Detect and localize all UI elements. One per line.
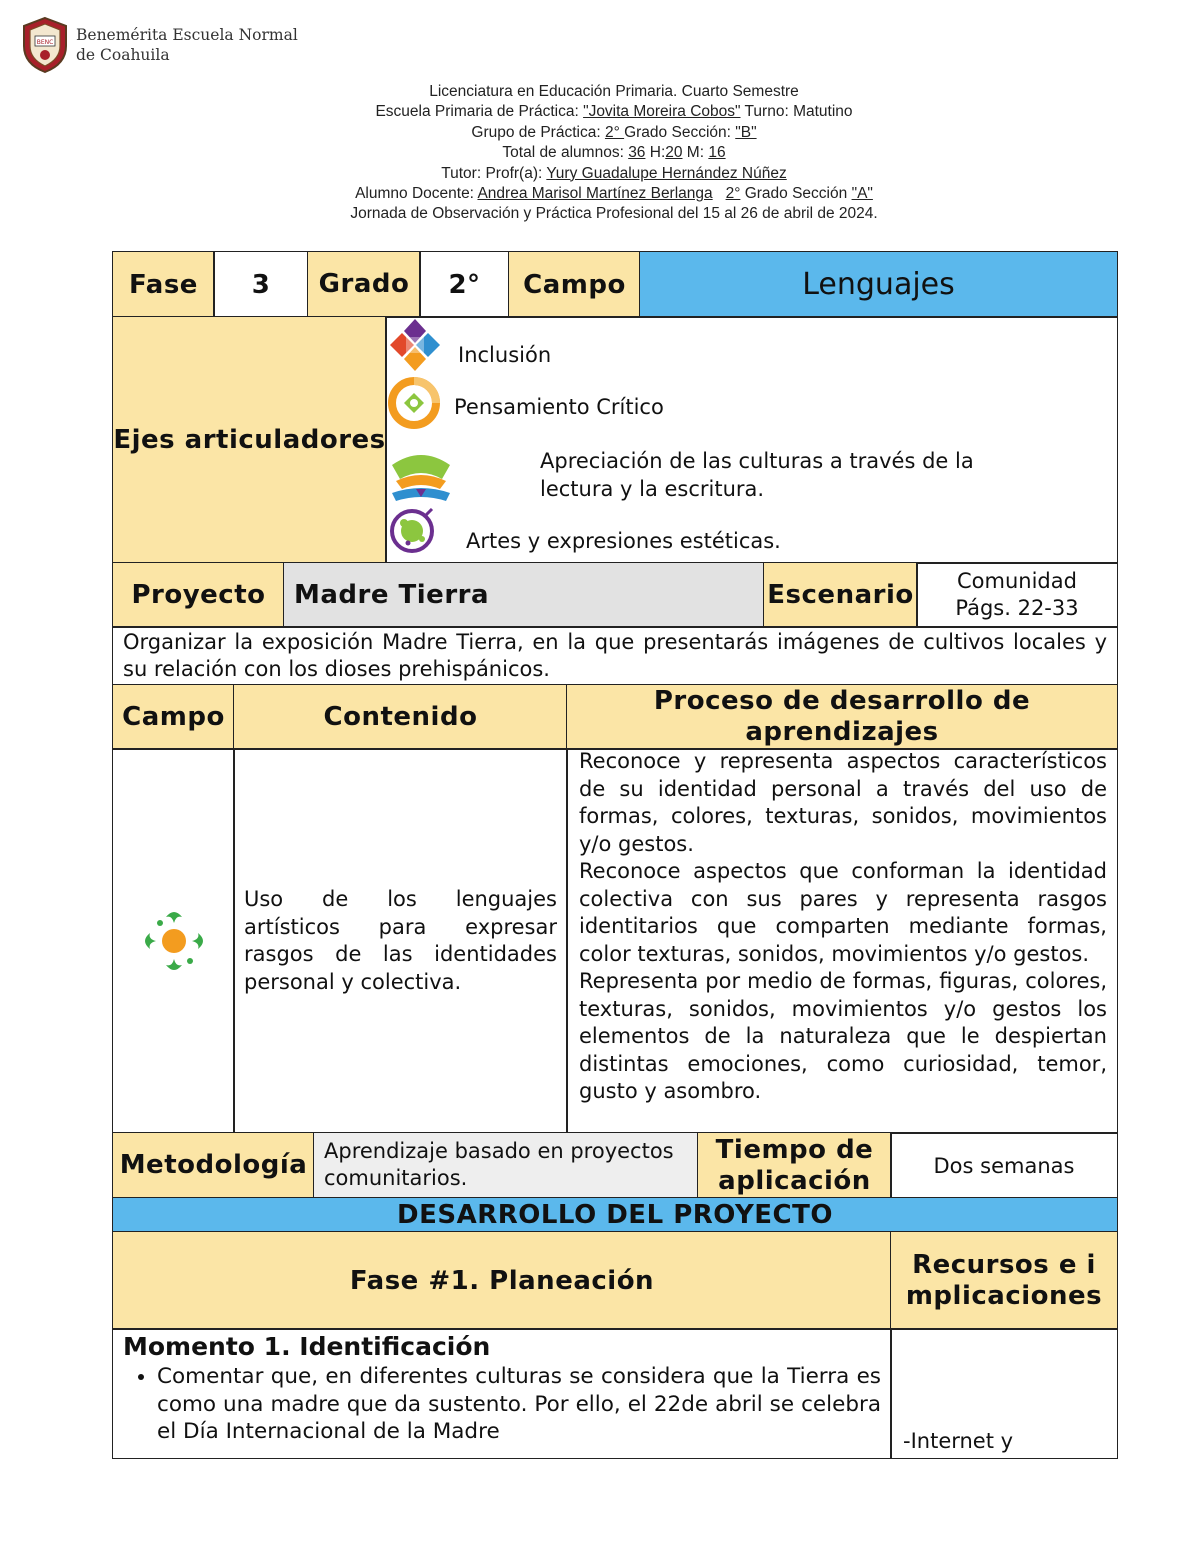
- critical-thinking-icon: [386, 375, 444, 431]
- col-contenido-header: Contenido: [233, 684, 568, 750]
- col-proceso-header: Proceso de desarrollo de aprendizajes: [566, 684, 1118, 750]
- school-name-line1: Benemérita Escuela Normal: [76, 26, 298, 44]
- desarrollo-title: DESARROLLO DEL PROYECTO: [112, 1197, 1118, 1233]
- document-header: [0, 82, 1200, 225]
- metodologia-value: Aprendizaje basado en proyectos comunitarios.: [313, 1132, 699, 1199]
- inclusion-icon: [386, 317, 444, 373]
- proceso-item-2: Reconoce aspectos que conforman la identidad colectiva con sus pares y representa rasgos identitarios que comparten mediante formas, color texturas, sonidos, movimientos y/o gestos.: [579, 859, 1107, 966]
- project-objective: Organizar la exposición Madre Tierra, en la que presentarás imágenes de cultivos locales y su relación con los dioses prehispánicos.: [112, 626, 1118, 686]
- header-tutor: Tutor: Profr(a): Yury Guadalupe Hernández Núñez: [441, 164, 787, 182]
- eje-inclusion-text: Inclusión: [458, 343, 552, 367]
- proyecto-label: Proyecto: [112, 562, 285, 628]
- campo-cell: [112, 748, 235, 1134]
- campo-label: Campo: [508, 251, 641, 318]
- momento1-title: Momento 1. Identificación: [123, 1332, 491, 1361]
- header-practice-school: Escuela Primaria de Práctica: "Jovita Moreira Cobos" Turno: Matutino: [375, 103, 853, 121]
- school-name: [76, 25, 298, 65]
- school-logo-block: [20, 16, 298, 74]
- escenario-paginas: Págs. 22-33: [955, 596, 1079, 620]
- proyecto-value: Madre Tierra: [283, 562, 765, 628]
- school-name-line2: de Coahuila: [76, 46, 170, 64]
- contenido-cell: [233, 748, 568, 1134]
- proceso-item-3: Representa por medio de formas, figuras, colores, texturas, sonidos, movimientos y/o gestos los elementos de la naturaleza que le despiertan distintas emociones, como curiosidad, temor, gusto y asombro.: [579, 969, 1107, 1103]
- escenario-value: [916, 562, 1118, 628]
- tiempo-label: Tiempo de aplicación: [697, 1132, 892, 1199]
- lenguajes-field-icon: [136, 903, 212, 979]
- recursos-label: Recursos e implicaciones: [890, 1231, 1118, 1330]
- header-journey: Jornada de Observación y Práctica Profesional del 15 al 26 de abril de 2024.: [350, 205, 878, 223]
- grado-value: 2°: [419, 251, 510, 318]
- header-students: Total de alumnos: 36 H:20 M: 16: [502, 144, 726, 162]
- metodologia-label: Metodología: [112, 1132, 315, 1199]
- ejes-label: Ejes articuladores: [112, 316, 387, 564]
- header-teacher: Alumno Docente: Andrea Marisol Martínez Berlanga 2° Grado Sección "A": [355, 185, 873, 203]
- momento1-cell: [112, 1328, 892, 1459]
- campo-value: Lenguajes: [639, 251, 1118, 318]
- fase-value: 3: [213, 251, 309, 318]
- header-degree: Licenciatura en Educación Primaria. Cuarto Semestre: [429, 83, 799, 100]
- momento1-bullet: • Comentar que, en diferentes culturas se considera que la Tierra es como una madre que da sustento. Por ello, el 22de abril se celebra el Día Internacional de la Madre: [157, 1363, 881, 1446]
- col-campo-header: Campo: [112, 684, 235, 750]
- eje-pensamiento-text: Pensamiento Crítico: [454, 395, 664, 419]
- momento1-recursos-cell: [890, 1328, 1118, 1459]
- fase-label: Fase: [112, 251, 215, 318]
- escenario-comunidad: Comunidad: [957, 569, 1077, 593]
- fase1-title: Fase #1. Planeación: [112, 1231, 892, 1330]
- contenido-text: Uso de los lenguajes artísticos para expresar rasgos de las identidades personal y colectiva.: [244, 887, 557, 994]
- proceso-item-1: Reconoce y representa aspectos característicos de su identidad personal a través del uso de formas, colores, texturas, sonidos, movimientos y/o gestos.: [579, 749, 1107, 856]
- arts-icon: [386, 503, 442, 561]
- tiempo-value: Dos semanas: [890, 1132, 1118, 1199]
- momento1-list: [123, 1363, 881, 1446]
- eje-artes-text: Artes y expresiones estéticas.: [466, 529, 781, 553]
- ejes-content: [385, 316, 1118, 564]
- seal-text: BENC: [36, 39, 54, 46]
- momento1-recursos: -Internet y: [903, 1429, 1014, 1453]
- grado-label: Grado: [307, 251, 421, 318]
- escenario-label: Escenario: [763, 562, 918, 628]
- header-group: Grupo de Práctica: 2° Grado Sección: "B": [471, 123, 757, 141]
- school-seal-icon: [20, 16, 70, 74]
- proceso-cell: [566, 748, 1118, 1134]
- reading-culture-icon: [386, 449, 456, 505]
- eje-apreciacion-text: Apreciación de las culturas a través de la lectura y la escritura.: [540, 449, 974, 501]
